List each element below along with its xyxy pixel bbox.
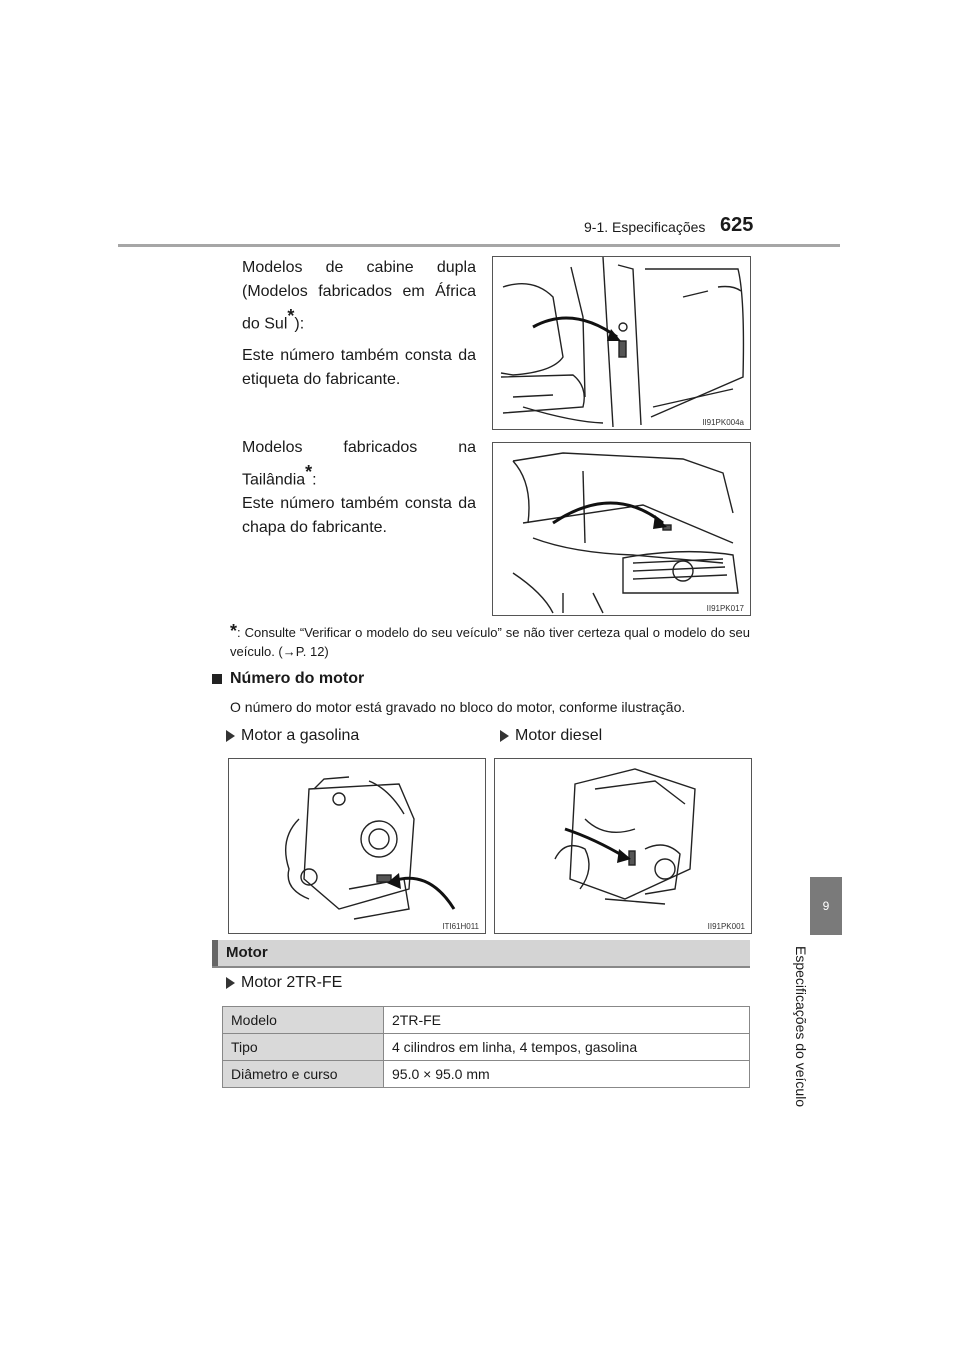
- chapter-number: 9: [822, 899, 830, 913]
- triangle-bullet-icon: [500, 730, 509, 742]
- block2-line2: Este número também consta da chapa do fabricante.: [242, 495, 476, 537]
- section-title: 9-1. Especificações: [584, 219, 706, 235]
- door-illustration: [493, 257, 750, 429]
- block1-line1: Modelos de cabine dupla (Modelos fabricados em África do Sul: [242, 259, 476, 333]
- square-bullet-icon: [212, 674, 222, 684]
- motor-2trfe-label: Motor 2TR-FE: [241, 974, 343, 991]
- door-label-figure: [492, 256, 751, 430]
- gasoline-engine-label: Motor a gasolina: [241, 727, 360, 744]
- asterisk: *: [305, 462, 313, 482]
- block1-line2: Este número também consta da etiqueta do fabricante.: [242, 347, 476, 389]
- table-row: [223, 1061, 750, 1088]
- diesel-engine-figure: [494, 758, 752, 934]
- motor-section-header: [212, 940, 750, 968]
- triangle-bullet-icon: [226, 977, 235, 989]
- spec-key: Tipo: [223, 1034, 384, 1061]
- figure-code: II91PK001: [707, 922, 745, 931]
- diesel-engine-label: Motor diesel: [515, 727, 603, 744]
- asterisk: *: [287, 306, 295, 326]
- diesel-engine-illustration: [495, 759, 751, 933]
- triangle-bullet-icon: [226, 730, 235, 742]
- gasoline-engine-figure: [228, 758, 486, 934]
- header-rule: [118, 244, 840, 247]
- figure-code: ITI61H011: [442, 922, 479, 931]
- hood-plate-figure: [492, 442, 751, 616]
- block2-line1-end: :: [312, 471, 317, 489]
- engine-number-description: O número do motor está gravado no bloco do motor, conforme ilustração.: [230, 699, 686, 715]
- engine-number-heading-text: Número do motor: [230, 670, 365, 687]
- spec-value: 4 cilindros em linha, 4 tempos, gasolina: [384, 1034, 750, 1061]
- spec-key: Diâmetro e curso: [223, 1061, 384, 1088]
- block1-line1-end: ):: [294, 315, 305, 333]
- block2-line1: Modelos fabricados na Tailândia: [242, 439, 476, 489]
- gasoline-engine-item: [226, 727, 359, 745]
- footnote: [230, 622, 750, 661]
- figure-code: II91PK004a: [702, 418, 744, 427]
- engine-number-heading: [212, 670, 364, 688]
- figure-code: II91PK017: [706, 604, 744, 613]
- chapter-label-wrap: [791, 946, 811, 1246]
- engine-spec-table: [222, 1006, 750, 1088]
- spec-value: 2TR-FE: [384, 1007, 750, 1034]
- engine-bay-illustration: [493, 443, 750, 615]
- diesel-engine-item: [500, 727, 602, 745]
- table-row: [223, 1034, 750, 1061]
- block1-text: [242, 256, 476, 392]
- spec-value: 95.0 × 95.0 mm: [384, 1061, 750, 1088]
- footnote-text: : Consulte “Verificar o modelo do seu veículo” se não tiver certeza qual o modelo do seu veículo. (→P. 12): [230, 625, 750, 659]
- footnote-asterisk: *: [230, 621, 238, 641]
- spec-key: Modelo: [223, 1007, 384, 1034]
- section-bar-edge: [212, 940, 218, 966]
- page-number: 625: [720, 214, 754, 236]
- chapter-tab[interactable]: [810, 877, 842, 935]
- gasoline-engine-illustration: [229, 759, 485, 933]
- motor-2trfe-item: [226, 974, 342, 992]
- block2-text: [242, 436, 476, 540]
- table-row: [223, 1007, 750, 1034]
- chapter-label: Especificações do veículo: [793, 946, 809, 1108]
- motor-section-title: Motor: [226, 944, 268, 961]
